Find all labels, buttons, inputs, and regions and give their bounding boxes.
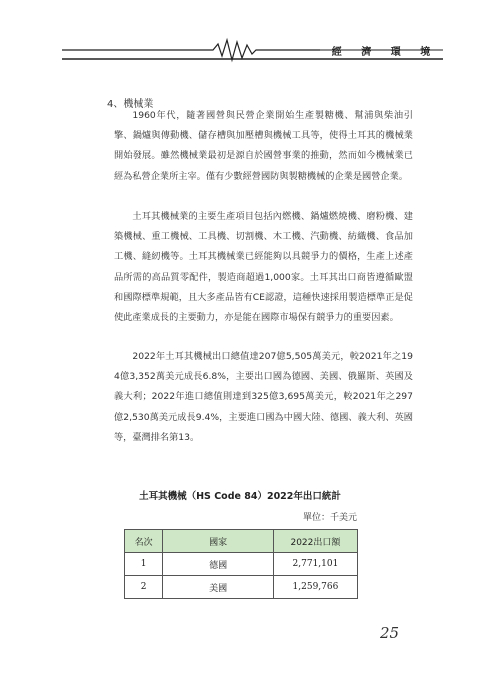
- header-value: 2022出口額: [273, 530, 357, 553]
- body-paragraph: 1960年代，隨著國營與民營企業開始生產製糖機、幫浦與柴油引擎、鍋爐與傳動機、儲存槽與加壓槽與機械工具等，使得土耳其的機械業開始發展。雖然機械業最初是源自於國營事業的推動，然而如今機械業已經為私營企業所主宰。僅有少數經營國防與製糖機械的企業是國營企業。: [114, 110, 413, 182]
- export-stats-table: [124, 529, 358, 599]
- cell-country: 美國: [163, 576, 274, 599]
- table-row: [125, 553, 358, 576]
- table-unit: 單位：千美元: [302, 513, 357, 523]
- cell-country: 德國: [163, 553, 274, 576]
- cell-rank: 1: [125, 553, 163, 576]
- table-row: [125, 576, 358, 599]
- table-header-row: [125, 530, 358, 553]
- cell-value: 2,771,101: [273, 553, 357, 576]
- header-country: 國家: [163, 530, 274, 553]
- page-number: 25: [380, 624, 400, 642]
- table-title: 土耳其機械（HS Code 84）2022年出口統計: [139, 491, 341, 502]
- body-paragraph: 2022年土耳其機械出口總值達207億5,505萬美元，較2021年之194億3,352萬美元成長6.8%，主要出口國為德國、美國、俄羅斯、英國及義大利；2022年進口總值則達到325億3,695萬美元，較2021年之297億2,530萬美元成長9.4%，主要進口國為中國大陸、德國、義大利、英國等，臺灣排名第13。: [114, 351, 413, 443]
- body-paragraph: 土耳其機械業的主要生產項目包括內燃機、鍋爐燃燒機、磨粉機、建築機械、重工機械、工具機、切割機、木工機、汽動機、紡織機、食品加工機、縫紉機等。土耳其機械業已經能夠以具競爭力的價格，生產上述產品所需的高品質零配件，製造商超過1,000家。土耳其出口商皆遵循歐盟和國際標準規範，且大多產品皆有CE認證，這種快速採用製造標準正是促使此產業成長的主要動力，亦是能在國際市場保有競爭力的重要因素。: [114, 211, 413, 324]
- cell-value: 1,259,766: [273, 576, 357, 599]
- header-title-char: 經: [331, 46, 342, 58]
- section-heading: 4、機械業: [107, 99, 154, 110]
- page-header: [0, 36, 480, 66]
- header-title-char: 環: [390, 46, 401, 58]
- header-rank: 名次: [125, 530, 163, 553]
- cell-rank: 2: [125, 576, 163, 599]
- header-title: [322, 42, 440, 58]
- header-title-char: 濟: [361, 46, 372, 58]
- header-title-char: 境: [420, 46, 431, 58]
